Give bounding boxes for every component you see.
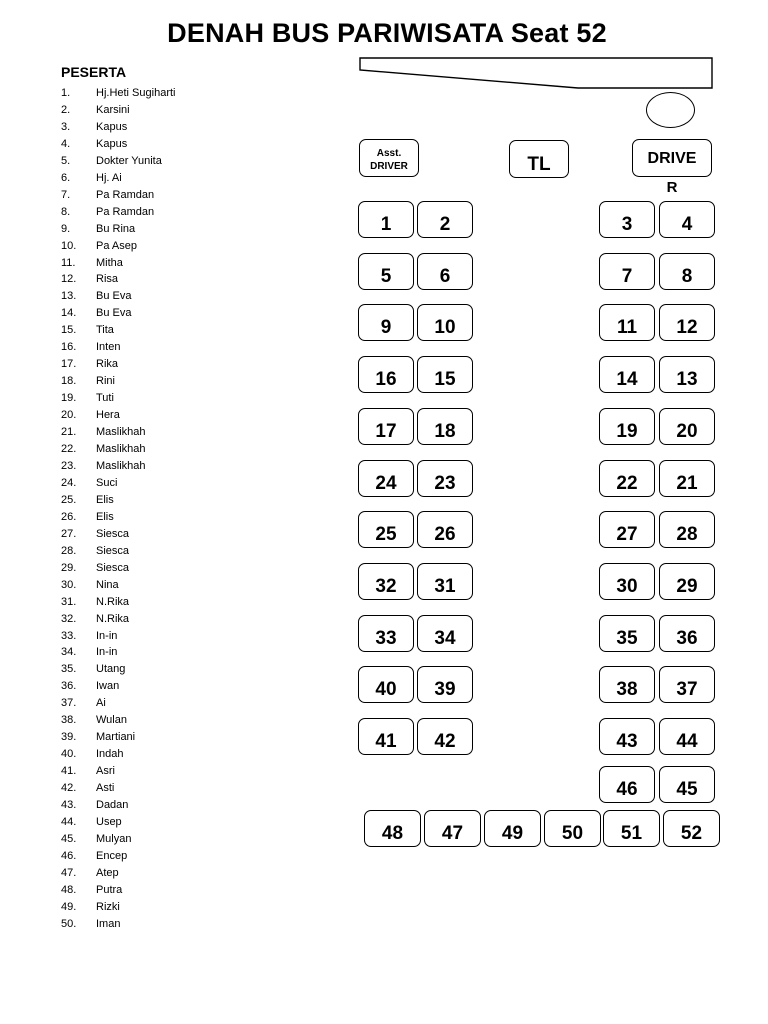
- peserta-number: 21.: [61, 426, 77, 439]
- peserta-number: 36.: [61, 680, 77, 693]
- peserta-name: Kapus: [96, 137, 128, 150]
- peserta-number: 14.: [61, 307, 77, 320]
- peserta-name: Iman: [96, 917, 121, 930]
- peserta-number: 43.: [61, 799, 77, 812]
- peserta-number: 15.: [61, 324, 77, 337]
- peserta-name: Karsini: [96, 103, 130, 116]
- seat[interactable]: 23: [417, 460, 473, 497]
- page-title: DENAH BUS PARIWISATA Seat 52: [167, 18, 607, 48]
- seat[interactable]: 26: [417, 511, 473, 548]
- peserta-number: 6.: [61, 171, 71, 184]
- peserta-name: Siesca: [96, 561, 130, 574]
- seat[interactable]: 31: [417, 563, 473, 600]
- peserta-name: Asri: [96, 765, 115, 778]
- peserta-number: 9.: [61, 222, 71, 235]
- peserta-number: 1.: [61, 87, 71, 99]
- seat[interactable]: 8: [659, 253, 715, 290]
- seat[interactable]: 2: [417, 201, 473, 238]
- seat[interactable]: 7: [599, 253, 655, 290]
- peserta-name: Indah: [96, 748, 124, 761]
- seat[interactable]: 1: [358, 201, 414, 238]
- peserta-name: Pa Ramdan: [96, 188, 155, 201]
- peserta-heading: PESERTA: [61, 64, 127, 80]
- seat[interactable]: 13: [659, 356, 715, 393]
- peserta-name: Bu Eva: [96, 290, 132, 303]
- seat[interactable]: 21: [659, 460, 715, 497]
- peserta-number: 35.: [61, 663, 77, 676]
- peserta-name: Risa: [96, 273, 119, 286]
- windshield-shape: [358, 56, 716, 92]
- peserta-name: Usep: [96, 815, 122, 828]
- peserta-number: 19.: [61, 392, 77, 405]
- peserta-name: Hera: [96, 409, 120, 422]
- peserta-name: Hj. Ai: [96, 171, 122, 184]
- peserta-number: 37.: [61, 697, 77, 710]
- peserta-name: Mitha: [96, 256, 123, 269]
- peserta-name: Inten: [96, 341, 121, 354]
- seat[interactable]: 38: [599, 666, 655, 703]
- seat[interactable]: 27: [599, 511, 655, 548]
- peserta-name: N.Rika: [96, 612, 130, 625]
- peserta-number: 29.: [61, 561, 77, 574]
- peserta-number: 34.: [61, 646, 77, 659]
- peserta-number: 48.: [61, 883, 77, 896]
- seat[interactable]: 46: [599, 766, 655, 803]
- peserta-name: Utang: [96, 663, 126, 676]
- mirror-shape: [646, 92, 695, 128]
- seat[interactable]: 24: [358, 460, 414, 497]
- peserta-name: Encep: [96, 849, 128, 862]
- peserta-name: Mulyan: [96, 832, 132, 845]
- peserta-number: 47.: [61, 866, 77, 879]
- peserta-number: 44.: [61, 815, 77, 828]
- peserta-name: Tuti: [96, 392, 114, 405]
- peserta-number: 13.: [61, 290, 77, 303]
- peserta-number: 38.: [61, 714, 77, 727]
- peserta-number: 40.: [61, 748, 77, 761]
- peserta-number: 50.: [61, 917, 77, 930]
- seat[interactable]: 39: [417, 666, 473, 703]
- peserta-number: 8.: [61, 205, 71, 218]
- asst-driver-label-1: Asst.: [376, 148, 402, 159]
- seat[interactable]: 52: [663, 810, 720, 847]
- seat[interactable]: 47: [424, 810, 481, 847]
- peserta-name: Maslikhah: [96, 459, 146, 472]
- peserta-name: Elis: [96, 493, 114, 506]
- seat[interactable]: 15: [417, 356, 473, 393]
- peserta-number: 7.: [61, 188, 71, 201]
- seat[interactable]: 32: [358, 563, 414, 600]
- peserta-number: 45.: [61, 832, 77, 845]
- seat[interactable]: 36: [659, 615, 715, 652]
- peserta-number: 11.: [61, 256, 76, 269]
- seat[interactable]: 11: [599, 304, 655, 341]
- peserta-name: Atep: [96, 866, 119, 879]
- seat[interactable]: 50: [544, 810, 601, 847]
- peserta-name: Rini: [96, 375, 115, 388]
- peserta-number: 27.: [61, 527, 77, 540]
- seat[interactable]: 17: [358, 408, 414, 445]
- seat[interactable]: 41: [358, 718, 414, 755]
- peserta-name: Siesca: [96, 527, 130, 540]
- seat[interactable]: 19: [599, 408, 655, 445]
- peserta-name: Kapus: [96, 120, 128, 133]
- peserta-name: Bu Eva: [96, 307, 132, 320]
- seat[interactable]: 40: [358, 666, 414, 703]
- peserta-name: Elis: [96, 510, 114, 523]
- seat[interactable]: 33: [358, 615, 414, 652]
- peserta-name: Dokter Yunita: [96, 154, 162, 167]
- seat[interactable]: 30: [599, 563, 655, 600]
- peserta-name: Nina: [96, 578, 119, 591]
- seat[interactable]: 18: [417, 408, 473, 445]
- peserta-number: 32.: [61, 612, 77, 625]
- peserta-number: 3.: [61, 120, 71, 133]
- driver-label-r: R: [666, 179, 678, 196]
- peserta-name: In-in: [96, 629, 118, 642]
- peserta-number: 28.: [61, 544, 77, 557]
- seat[interactable]: 44: [659, 718, 715, 755]
- peserta-number: 49.: [61, 900, 77, 913]
- peserta-number: 2.: [61, 103, 71, 116]
- peserta-name: Wulan: [96, 714, 127, 727]
- peserta-number: 41.: [61, 765, 77, 778]
- seat[interactable]: 14: [599, 356, 655, 393]
- peserta-name: Hj.Heti Sugiharti: [96, 87, 176, 99]
- seat[interactable]: 25: [358, 511, 414, 548]
- peserta-name: Rika: [96, 358, 119, 371]
- peserta-number: 46.: [61, 849, 77, 862]
- asst-driver-label-2: DRIVER: [370, 161, 408, 172]
- seat[interactable]: 5: [358, 253, 414, 290]
- peserta-name: Ai: [96, 697, 106, 710]
- seat[interactable]: 9: [358, 304, 414, 341]
- seat[interactable]: 12: [659, 304, 715, 341]
- seat[interactable]: 43: [599, 718, 655, 755]
- peserta-number: 12.: [61, 273, 77, 286]
- peserta-name: Dadan: [96, 799, 129, 812]
- peserta-name: Maslikhah: [96, 443, 146, 456]
- tl-box: TL: [509, 140, 569, 178]
- peserta-name: Tita: [96, 324, 114, 337]
- seat[interactable]: 51: [603, 810, 660, 847]
- peserta-name: N.Rika: [96, 595, 130, 608]
- peserta-number: 10.: [61, 239, 77, 252]
- peserta-name: Maslikhah: [96, 426, 146, 439]
- seat[interactable]: 49: [484, 810, 541, 847]
- seat[interactable]: 37: [659, 666, 715, 703]
- seat[interactable]: 16: [358, 356, 414, 393]
- seat[interactable]: 3: [599, 201, 655, 238]
- seat[interactable]: 42: [417, 718, 473, 755]
- seat[interactable]: 22: [599, 460, 655, 497]
- driver-box: DRIVE: [632, 139, 712, 177]
- peserta-name: Asti: [96, 782, 115, 795]
- seat[interactable]: 20: [659, 408, 715, 445]
- peserta-number: 18.: [61, 375, 77, 388]
- peserta-number: 25.: [61, 493, 77, 506]
- peserta-name: Suci: [96, 476, 118, 489]
- seat[interactable]: 45: [659, 766, 715, 803]
- peserta-number: 4.: [61, 137, 71, 150]
- peserta-name: Rizki: [96, 900, 120, 913]
- asst-driver-box: [359, 139, 419, 177]
- seat[interactable]: 28: [659, 511, 715, 548]
- peserta-name: Iwan: [96, 680, 120, 693]
- peserta-number: 16.: [61, 341, 77, 354]
- peserta-number: 26.: [61, 510, 77, 523]
- peserta-name: Putra: [96, 883, 123, 896]
- seat[interactable]: 6: [417, 253, 473, 290]
- peserta-number: 22.: [61, 443, 77, 456]
- peserta-name: Siesca: [96, 544, 130, 557]
- seat[interactable]: 4: [659, 201, 715, 238]
- seat[interactable]: 35: [599, 615, 655, 652]
- peserta-number: 42.: [61, 782, 77, 795]
- peserta-number: 33.: [61, 629, 77, 642]
- seat[interactable]: 29: [659, 563, 715, 600]
- peserta-name: Pa Asep: [96, 239, 137, 252]
- seat[interactable]: 34: [417, 615, 473, 652]
- peserta-name: Bu Rina: [96, 222, 136, 235]
- peserta-number: 20.: [61, 409, 77, 422]
- peserta-number: 31.: [61, 595, 77, 608]
- peserta-number: 23.: [61, 459, 77, 472]
- peserta-number: 39.: [61, 731, 77, 744]
- peserta-number: 17.: [61, 358, 77, 371]
- peserta-name: Pa Ramdan: [96, 205, 155, 218]
- peserta-number: 30.: [61, 578, 77, 591]
- seat[interactable]: 48: [364, 810, 421, 847]
- peserta-name: Martiani: [96, 731, 136, 744]
- peserta-number: 24.: [61, 476, 77, 489]
- peserta-number: 5.: [61, 154, 71, 167]
- peserta-name: In-in: [96, 646, 118, 659]
- seat[interactable]: 10: [417, 304, 473, 341]
